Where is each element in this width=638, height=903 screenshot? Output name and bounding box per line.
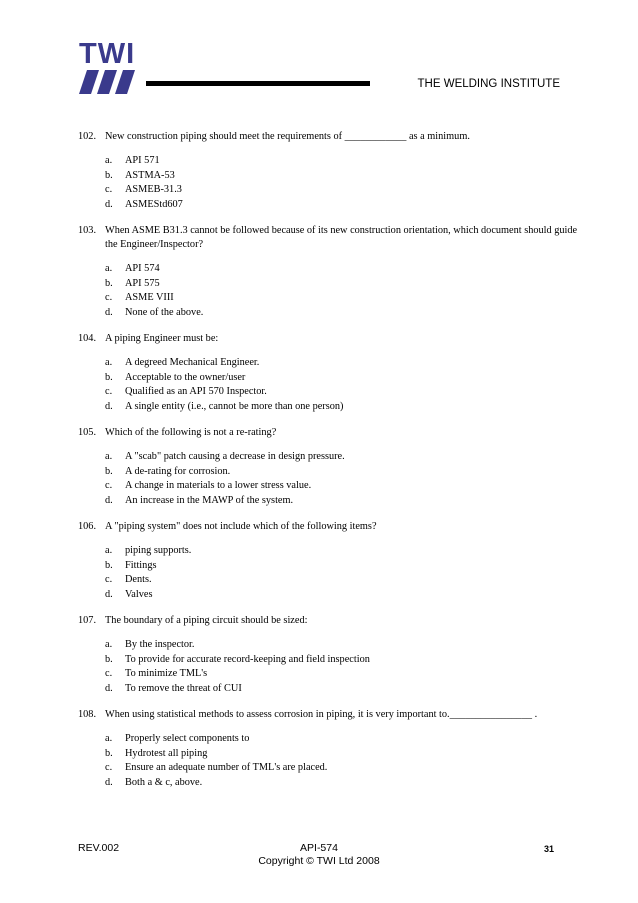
option-letter: c. (105, 292, 113, 303)
answer-option (105, 682, 578, 697)
option-letter: c. (105, 762, 113, 773)
question-item (78, 224, 578, 320)
question-text: New construction piping should meet the requirements of ____________ as a minimum. (105, 131, 470, 142)
option-letter: a. (105, 451, 113, 462)
option-letter: d. (105, 494, 113, 506)
answer-option (105, 277, 578, 292)
option-letter: c. (105, 574, 113, 585)
option-letter: b. (105, 169, 113, 181)
option-text: Fittings (125, 559, 157, 571)
answer-option (105, 400, 578, 415)
option-letter: a. (105, 639, 113, 650)
question-number: 107. (78, 615, 97, 626)
option-text: API 575 (125, 277, 160, 289)
document-code: API-574 (300, 842, 338, 854)
option-text: ASME VIII (125, 292, 174, 303)
header-title: THE WELDING INSTITUTE (417, 78, 560, 90)
option-text: Properly select components to (125, 733, 250, 744)
answer-option (105, 494, 578, 509)
answer-option (105, 747, 578, 762)
question-text: When using statistical methods to assess corrosion in piping, it is very important to.________________ . (105, 709, 538, 720)
option-text: API 574 (125, 263, 160, 274)
option-letter: b. (105, 653, 113, 665)
answer-options (78, 544, 578, 602)
answer-options (78, 154, 578, 212)
option-letter: c. (105, 668, 113, 679)
twi-logo (79, 38, 143, 94)
option-letter: c. (105, 184, 113, 195)
question-number: 103. (78, 225, 97, 236)
question-item (78, 426, 578, 508)
option-text: ASTMA-53 (125, 169, 175, 181)
answer-option (105, 559, 578, 574)
question-number: 105. (78, 427, 97, 438)
option-text: A single entity (i.e., cannot be more than one person) (125, 400, 344, 412)
logo-text: TWI (79, 38, 136, 70)
question-stem (78, 614, 578, 628)
answer-options (78, 638, 578, 696)
question-item (78, 130, 578, 212)
question-stem (78, 426, 578, 440)
option-letter: b. (105, 277, 113, 289)
answer-option (105, 588, 578, 603)
question-number: 106. (78, 521, 97, 532)
question-list (78, 130, 578, 802)
option-letter: d. (105, 400, 113, 412)
answer-options (78, 356, 578, 414)
question-stem (78, 332, 578, 346)
answer-option (105, 154, 578, 169)
logo-stripes-icon (79, 70, 143, 94)
question-stem (78, 708, 578, 722)
option-text: piping supports. (125, 545, 192, 556)
question-text: Which of the following is not a re-rating? (105, 427, 277, 438)
option-text: Acceptable to the owner/user (125, 371, 246, 383)
answer-option (105, 183, 578, 198)
option-text: To minimize TML's (125, 668, 208, 679)
option-letter: c. (105, 386, 113, 397)
option-letter: d. (105, 776, 113, 788)
question-text: When ASME B31.3 cannot be followed because of its new construction orientation, which document should guide the Engineer/Inspector? (105, 225, 578, 250)
option-letter: b. (105, 371, 113, 383)
question-item (78, 520, 578, 602)
answer-option (105, 667, 578, 682)
question-text: A piping Engineer must be: (105, 333, 219, 344)
question-item (78, 332, 578, 414)
question-number: 102. (78, 131, 97, 142)
answer-option (105, 450, 578, 465)
answer-option (105, 761, 578, 776)
answer-option (105, 198, 578, 213)
question-number: 104. (78, 333, 97, 344)
option-letter: b. (105, 559, 113, 571)
option-text: API 571 (125, 155, 160, 166)
option-letter: b. (105, 747, 113, 759)
answer-options (78, 450, 578, 508)
answer-option (105, 291, 578, 306)
answer-option (105, 479, 578, 494)
option-letter: d. (105, 682, 113, 694)
option-text: ASMEStd607 (125, 198, 183, 210)
question-stem (78, 224, 578, 252)
question-text: The boundary of a piping circuit should be sized: (105, 615, 308, 626)
option-letter: d. (105, 198, 113, 210)
option-letter: d. (105, 588, 113, 600)
answer-option (105, 356, 578, 371)
answer-option (105, 465, 578, 480)
question-stem (78, 520, 578, 534)
answer-option (105, 306, 578, 321)
option-text: Dents. (125, 574, 152, 585)
revision-label: REV.002 (78, 842, 120, 854)
page-number: 31 (543, 844, 554, 854)
answer-option (105, 262, 578, 277)
option-text: A de-rating for corrosion. (125, 465, 231, 477)
answer-option (105, 371, 578, 386)
answer-option (105, 776, 578, 791)
question-stem (78, 130, 578, 144)
option-text: By the inspector. (125, 639, 195, 650)
option-letter: a. (105, 545, 113, 556)
option-text: An increase in the MAWP of the system. (125, 494, 294, 506)
answer-option (105, 544, 578, 559)
header-rule (146, 81, 370, 86)
option-text: Valves (125, 588, 153, 600)
copyright-notice: Copyright © TWI Ltd 2008 (258, 855, 380, 867)
answer-option (105, 732, 578, 747)
option-text: To remove the threat of CUI (125, 682, 242, 694)
question-text: A "piping system" does not include which of the following items? (105, 521, 377, 532)
question-item (78, 708, 578, 790)
option-letter: d. (105, 306, 113, 318)
option-text: A change in materials to a lower stress value. (125, 480, 312, 491)
option-letter: a. (105, 155, 113, 166)
answer-option (105, 385, 578, 400)
answer-option (105, 169, 578, 184)
question-number: 108. (78, 709, 97, 720)
answer-options (78, 262, 578, 320)
option-text: Ensure an adequate number of TML's are placed. (125, 762, 328, 773)
option-text: A "scab" patch causing a decrease in design pressure. (125, 451, 345, 462)
option-text: Hydrotest all piping (125, 747, 208, 759)
answer-option (105, 573, 578, 588)
option-text: None of the above. (125, 306, 204, 318)
option-letter: a. (105, 263, 113, 274)
option-letter: a. (105, 733, 113, 744)
answer-options (78, 732, 578, 790)
question-item (78, 614, 578, 696)
answer-option (105, 638, 578, 653)
option-letter: a. (105, 357, 113, 368)
option-text: ASMEB-31.3 (125, 184, 182, 195)
option-letter: c. (105, 480, 113, 491)
answer-option (105, 653, 578, 668)
option-text: To provide for accurate record-keeping and field inspection (125, 653, 370, 665)
option-text: Qualified as an API 570 Inspector. (125, 386, 267, 397)
option-text: Both a & c, above. (125, 776, 203, 788)
option-text: A degreed Mechanical Engineer. (125, 357, 260, 368)
option-letter: b. (105, 465, 113, 477)
